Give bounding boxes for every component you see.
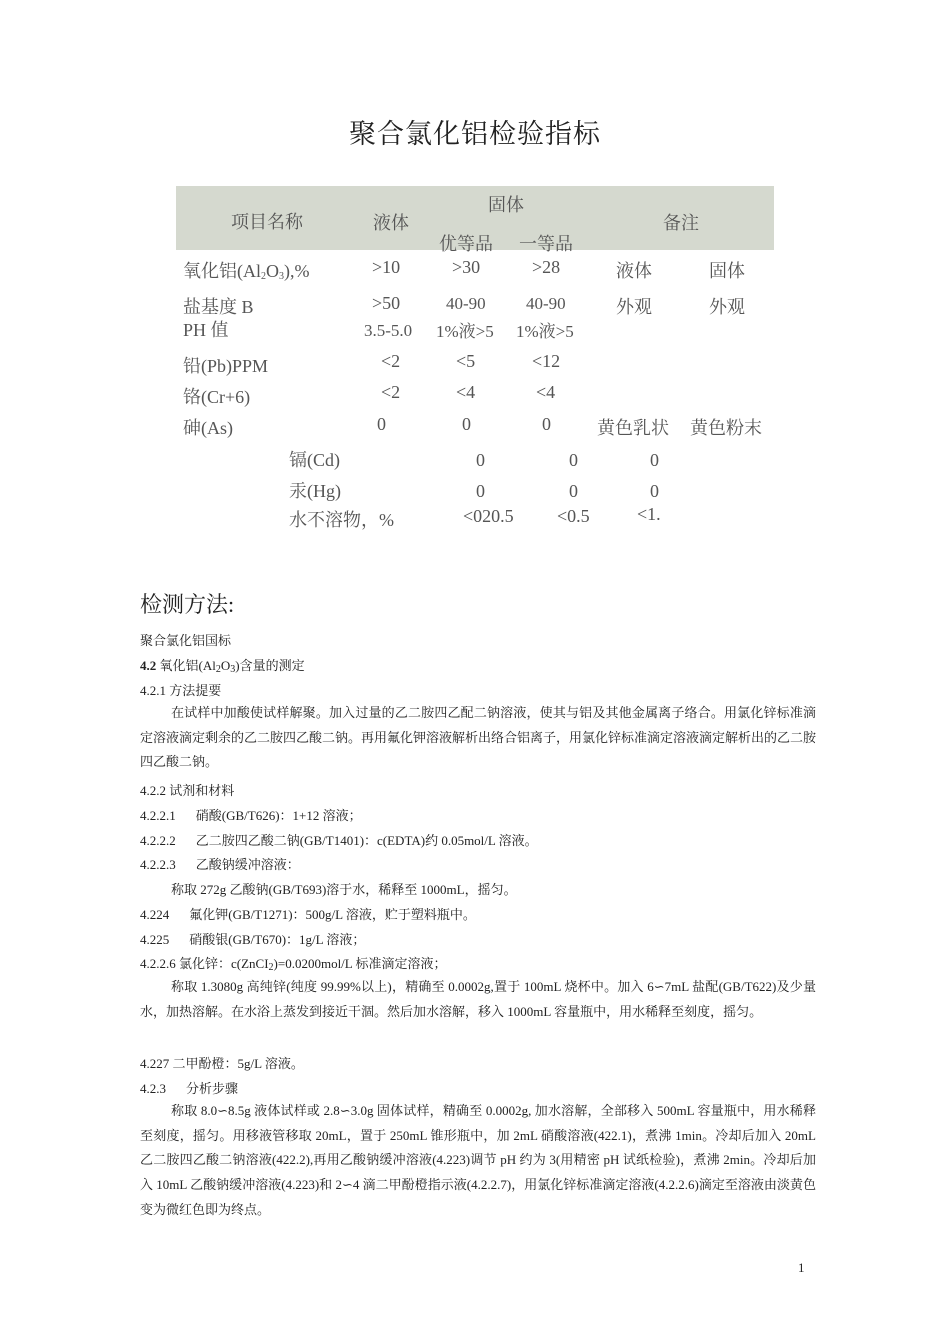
heading-4-2: 4.2 氧化铝$(Al_2O_3)$含量的测定: [140, 658, 305, 675]
heading-4-2-3: 4.2.3 分析步骤: [140, 1081, 239, 1096]
row-insoluble-v3: <1.: [637, 504, 661, 524]
row-basicity-first: 40-90: [526, 294, 566, 313]
row-chromium-liquid: <2: [381, 382, 401, 402]
row-arsenic-first: 0: [542, 414, 551, 434]
item-4-2-2-2: 4.2.2.2 乙二胺四乙酸二钠(GB/T1401)：c(EDTA)约 0.05mol/L 溶液。: [140, 833, 538, 848]
row-alumina-liquid: >10: [372, 257, 401, 277]
row-chromium-name: 铬(Cr+6): [183, 387, 251, 407]
item-4-2-2-5: 4.225 硝酸银(GB/T670)：1g/L 溶液；: [140, 932, 366, 947]
section-title: 检测方法:: [140, 592, 235, 617]
item-4-2-2-6: 4.2.2.6 氯化锌：c(ZnCI$_2$)=0.0200mol/L 标准滴定溶液；: [140, 956, 447, 973]
row-arsenic-name: 砷(As): [183, 418, 233, 438]
item-4-2-2-4: 4.224 氟化钾(GB/T1271)：500g/L 溶液，贮于塑料瓶中。: [140, 907, 476, 922]
row-basicity-remark2: 外观: [709, 297, 745, 317]
item-4-2-2-7: 4.227 二甲酚橙：5g/L 溶液。: [140, 1056, 304, 1071]
row-arsenic-remark2: 黄色粉末: [690, 418, 762, 438]
row-ph-superior: 1%液>5: [436, 322, 494, 341]
row-basicity-name: 盐基度 B: [183, 297, 254, 317]
row-cadmium-v2: 0: [569, 450, 578, 470]
heading-4-2-2: 4.2.2 试剂和材料: [140, 783, 235, 798]
header-liquid: 液体: [373, 213, 409, 233]
header-item-name: 项目名称: [231, 212, 303, 232]
row-basicity-superior: 40-90: [446, 294, 486, 313]
row-insoluble-name: 水不溶物，%: [289, 510, 394, 530]
page-number: 1: [798, 1260, 805, 1275]
row-alumina-superior: >30: [452, 257, 481, 277]
row-lead-superior: <5: [456, 351, 476, 371]
row-lead-liquid: <2: [381, 351, 401, 371]
row-arsenic-liquid: 0: [377, 414, 386, 434]
paragraph-4-2-3: 称取 8.0∽8.5g 液体试样或 2.8∽3.0g 固体试样，精确至 0.0002g, 加水溶解，全部移入 500mL 容量瓶中，用水稀释至刻度，摇匀。用移液管移取 20mL，置于 250mL 锥形瓶中，加 2mL 硝酸溶液(422.1)，煮沸 1min。冷却后加入 20mL 乙二胺四乙酸二钠溶液(422.2),再用乙酸钠缓冲溶液(4.223)调节 pH 约为 3(用精密 pH 试纸检验)，煮沸 2min。冷却后加入 10mL 乙酸钠缓冲溶液(4.223)和 2∽4 滴二甲酚橙指示液(4.2.2.7)，用氯化锌标准滴定溶液(4.2.2.6)滴定至溶液由淡黄色变为微红色即为终点。: [140, 1103, 816, 1217]
row-alumina-remark1: 液体: [616, 261, 652, 281]
row-mercury-name: 汞(Hg): [289, 481, 341, 501]
row-ph-name: PH 值: [183, 320, 229, 340]
row-alumina-remark2: 固体: [709, 261, 745, 281]
paragraph-4-2-2-3: 称取 272g 乙酸钠(GB/T693)溶于水，稀释至 1000mL，摇匀。: [171, 882, 517, 897]
paragraph-4-2-1: 在试样中加酸使试样解聚。加入过量的乙二胺四乙配二钠溶液，使其与铝及其他金属离子络合。用氯化锌标准滴定溶液滴定剩余的乙二胺四乙酸二钠。再用氟化钾溶液解析出络合铝离子，用氯化锌标准滴定溶液滴定解析出的乙二胺四乙酸二钠。: [140, 705, 817, 770]
row-alumina-name: 氧化铝$(Al_2O_3),\%$: [183, 261, 310, 282]
row-mercury-v2: 0: [569, 481, 578, 501]
row-lead-name: 铅(Pb)PPM: [183, 356, 269, 376]
row-arsenic-remark1: 黄色乳状: [597, 418, 669, 438]
row-insoluble-v2: <0.5: [557, 506, 590, 526]
row-cadmium-v1: 0: [476, 450, 485, 470]
row-lead-first: <12: [532, 351, 561, 371]
paragraph-4-2-2-6: 称取 1.3080g 高纯锌(纯度 99.99%以上)，精确至 0.0002g,置于 100mL 烧杯中。加入 6∽7mL 盐配(GB/T622)及少量水，加热溶解。在水浴上蒸发到接近干涸。然后加水溶解，移入 1000mL 容量瓶中，用水稀释至刻度，摇匀。: [140, 979, 816, 1019]
item-4-2-2-1: 4.2.2.1 硝酸(GB/T626)：1+12 溶液；: [140, 808, 362, 823]
row-ph-liquid: 3.5-5.0: [364, 321, 413, 340]
row-alumina-first: >28: [532, 257, 561, 277]
row-chromium-superior: <4: [456, 382, 476, 402]
row-chromium-first: <4: [536, 382, 556, 402]
heading-4-2-1: 4.2.1 方法提要: [140, 683, 222, 698]
standard-name: 聚合氯化铝国标: [140, 633, 232, 648]
row-cadmium-name: 镉(Cd): [289, 450, 340, 470]
header-superior: 优等品: [439, 234, 493, 254]
row-basicity-remark1: 外观: [616, 297, 652, 317]
row-mercury-v1: 0: [476, 481, 485, 501]
row-basicity-liquid: >50: [372, 293, 401, 313]
row-cadmium-v3: 0: [650, 450, 659, 470]
row-mercury-v3: 0: [650, 481, 659, 501]
item-4-2-2-3: 4.2.2.3 乙酸钠缓冲溶液：: [140, 857, 300, 872]
header-remarks: 备注: [663, 213, 699, 233]
row-arsenic-superior: 0: [462, 414, 471, 434]
header-solid: 固体: [488, 195, 524, 215]
row-ph-first: 1%液>5: [516, 322, 574, 341]
header-first-grade: 一等品: [519, 234, 573, 254]
row-insoluble-v1: <020.5: [463, 506, 514, 526]
page-title: 聚合氯化铝检验指标: [349, 119, 601, 149]
